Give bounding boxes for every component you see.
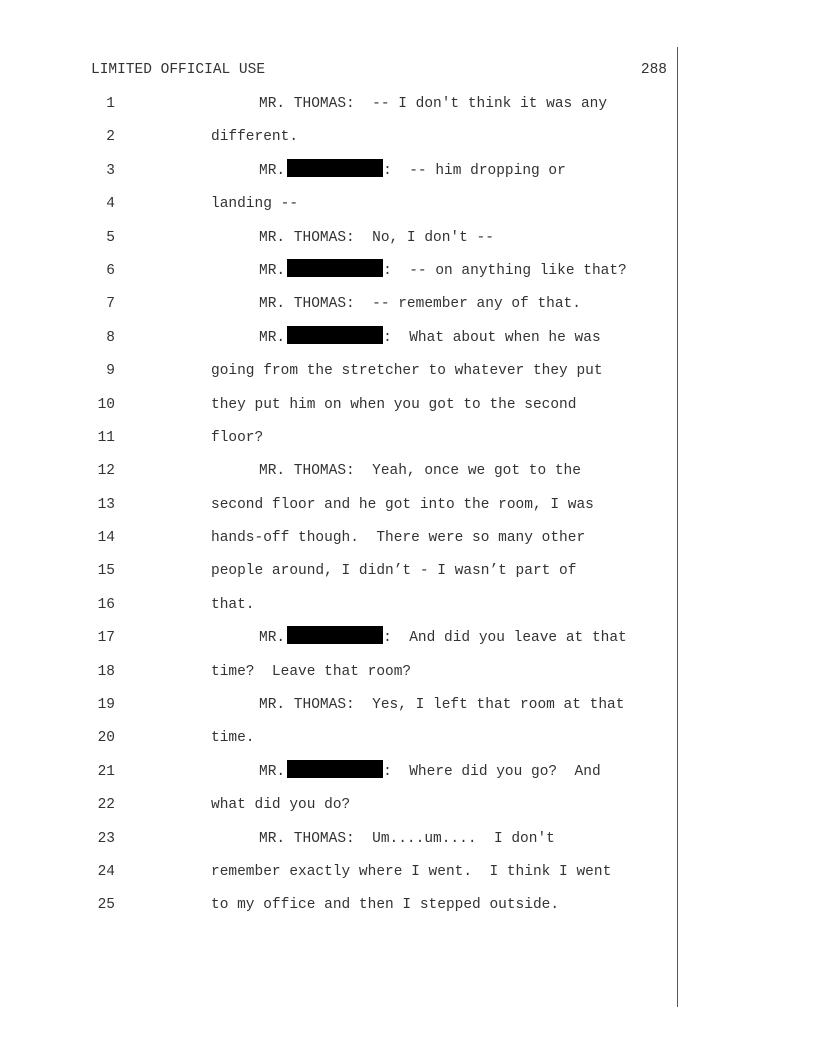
- transcript-line: [0, 493, 677, 526]
- line-number: 24: [97, 863, 115, 880]
- line-number: 5: [106, 229, 115, 246]
- line-number: 2: [106, 129, 115, 146]
- transcript-line: [0, 92, 677, 125]
- transcript-line: [0, 860, 677, 893]
- line-number: 21: [97, 763, 115, 780]
- line-number: 7: [106, 296, 115, 313]
- transcript-line: [0, 459, 677, 492]
- line-text: MR. THOMAS: No, I don't --: [259, 229, 494, 246]
- line-text: MR. THOMAS: Yes, I left that room at that: [259, 697, 625, 714]
- transcript-line: [0, 593, 677, 626]
- speaker-prefix: MR.: [259, 763, 286, 780]
- line-text: : Where did you go? And: [383, 763, 601, 780]
- line-number: 23: [97, 830, 115, 847]
- line-text: that.: [211, 596, 255, 613]
- transcript-line: [0, 192, 677, 225]
- line-text: MR. THOMAS: Yeah, once we got to the: [259, 463, 581, 480]
- line-number: 15: [97, 563, 115, 580]
- line-number: 3: [106, 162, 115, 179]
- transcript-line: [0, 426, 677, 459]
- transcript-line: [0, 559, 677, 592]
- line-text: : -- him dropping or: [383, 162, 566, 179]
- transcript-line: [0, 827, 677, 860]
- margin-rule: [677, 47, 678, 1007]
- transcript-line: [0, 125, 677, 158]
- page-number: 288: [640, 62, 667, 78]
- classification-header: LIMITED OFFICIAL USE: [91, 62, 266, 78]
- line-text: : What about when he was: [383, 329, 601, 346]
- speaker-prefix: MR.: [259, 630, 286, 647]
- transcript-line: [0, 726, 677, 759]
- line-text: different.: [211, 129, 299, 146]
- transcript-line: [0, 660, 677, 693]
- line-number: 6: [106, 262, 115, 279]
- line-text: landing --: [211, 196, 299, 213]
- line-text: going from the stretcher to whatever they put: [211, 363, 603, 380]
- speaker-line: [259, 760, 601, 784]
- transcript-line: [0, 626, 677, 659]
- speaker-prefix: MR.: [259, 262, 286, 279]
- line-text: floor?: [211, 429, 264, 446]
- line-text: time.: [211, 730, 255, 747]
- line-text: hands-off though. There were so many other: [211, 530, 586, 547]
- line-number: 25: [97, 897, 115, 914]
- line-text: time? Leave that room?: [211, 663, 412, 680]
- line-text: people around, I didn’t - I wasn’t part of: [211, 563, 577, 580]
- transcript-line: [0, 159, 677, 192]
- line-number: 1: [106, 96, 115, 112]
- transcript-lines: [0, 92, 677, 927]
- transcript-line: [0, 292, 677, 325]
- speaker-line: [259, 259, 627, 283]
- redaction-block: [287, 326, 383, 344]
- line-text: to my office and then I stepped outside.: [211, 897, 560, 914]
- line-text: what did you do?: [211, 797, 351, 814]
- transcript-line: [0, 760, 677, 793]
- line-number: 22: [97, 797, 115, 814]
- line-text: MR. THOMAS: Um....um.... I don't: [259, 830, 555, 847]
- speaker-line: [259, 326, 601, 350]
- redaction-block: [287, 259, 383, 277]
- line-number: 11: [97, 429, 115, 446]
- redaction-block: [287, 626, 383, 644]
- speaker-prefix: MR.: [259, 162, 286, 179]
- line-number: 20: [97, 730, 115, 747]
- line-number: 13: [97, 496, 115, 513]
- line-number: 14: [97, 530, 115, 547]
- line-text: MR. THOMAS: -- I don't think it was any: [259, 96, 608, 112]
- line-number: 17: [97, 630, 115, 647]
- redaction-block: [287, 760, 383, 778]
- transcript-line: [0, 793, 677, 826]
- transcript-line: [0, 693, 677, 726]
- speaker-line: [259, 626, 627, 650]
- transcript-line: [0, 259, 677, 292]
- line-number: 19: [97, 697, 115, 714]
- line-number: 4: [106, 196, 115, 213]
- transcript-line: [0, 226, 677, 259]
- transcript-line: [0, 393, 677, 426]
- transcript-line: [0, 526, 677, 559]
- transcript-line: [0, 893, 677, 926]
- line-text: : And did you leave at that: [383, 630, 627, 647]
- line-text: second floor and he got into the room, I was: [211, 496, 594, 513]
- transcript-line: [0, 359, 677, 392]
- line-text: MR. THOMAS: -- remember any of that.: [259, 296, 581, 313]
- speaker-line: [259, 159, 566, 183]
- redaction-block: [287, 159, 383, 177]
- line-text: remember exactly where I went. I think I went: [211, 863, 612, 880]
- transcript-line: [0, 326, 677, 359]
- line-number: 10: [97, 396, 115, 413]
- speaker-prefix: MR.: [259, 329, 286, 346]
- line-number: 16: [97, 596, 115, 613]
- line-number: 12: [97, 463, 115, 480]
- line-number: 18: [97, 663, 115, 680]
- line-text: they put him on when you got to the second: [211, 396, 577, 413]
- line-number: 9: [106, 363, 115, 380]
- line-number: 8: [106, 329, 115, 346]
- line-text: : -- on anything like that?: [383, 262, 627, 279]
